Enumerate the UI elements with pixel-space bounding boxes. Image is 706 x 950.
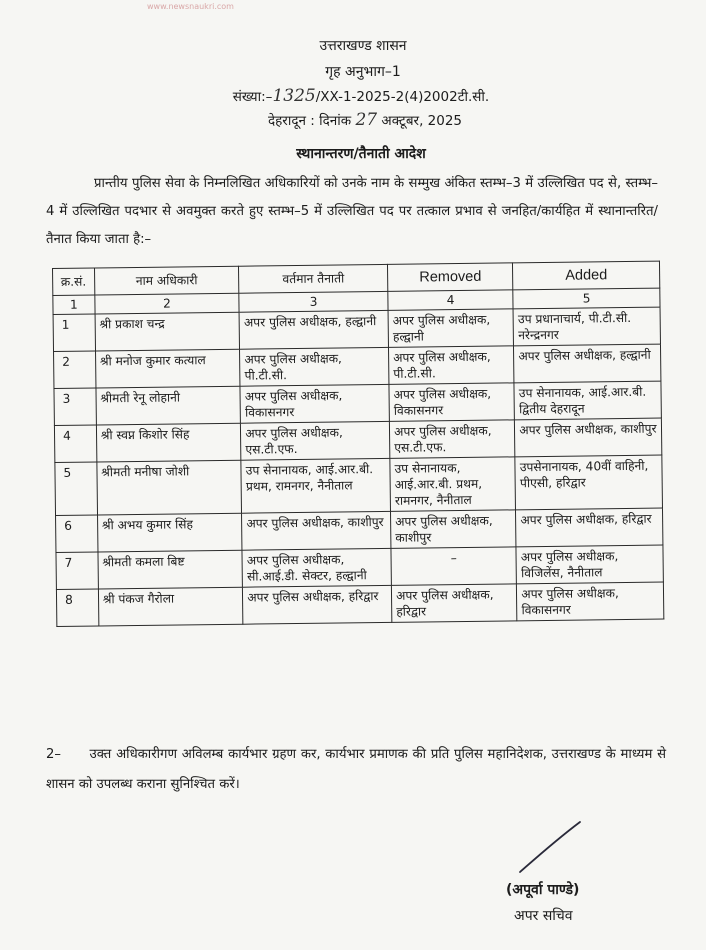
row-removed: अपर पुलिस अधीक्षक, पी.टी.सी. — [389, 346, 515, 385]
row-added: अपर पुलिस अधीक्षक, काशीपुर — [515, 418, 662, 457]
row-added: उप प्रधानाचार्य, पी.टी.सी. नरेन्द्रनगर — [513, 307, 660, 346]
watermark-text: www.newsnaukri.com — [147, 2, 234, 11]
row-officer-name: श्री मनोज कुमार कत्याल — [95, 349, 240, 388]
table-row — [55, 455, 663, 515]
header-serial: क्र.सं. — [53, 268, 95, 296]
order-title: स्थानान्तरण/तैनाती आदेश — [296, 146, 426, 162]
row-serial: 4 — [54, 425, 96, 463]
government-heading: उत्तराखण्ड शासन — [319, 38, 407, 54]
row-officer-name: श्री पंकज गैरोला — [98, 587, 243, 626]
row-removed: अपर पुलिस अधीक्षक, हल्द्वानी — [388, 309, 514, 348]
reference-handwritten-number: 1325 — [272, 86, 316, 106]
row-current-posting: अपर पुलिस अधीक्षक, हल्द्वानी — [239, 310, 388, 349]
signatory-designation: अपर सचिव — [514, 908, 573, 924]
header-current-posting: वर्तमान तैनाती — [239, 264, 388, 293]
row-added: अपर पुलिस अधीक्षक, हल्द्वानी — [514, 344, 661, 383]
transfer-table — [52, 261, 664, 627]
row-current-posting: उप सेनानायक, आई.आर.बी. प्रथम, रामनगर, नैनीताल — [241, 458, 390, 513]
paragraph-2-number: 2– — [46, 747, 61, 762]
row-added: उप सेनानायक, आई.आर.बी. द्वितीय देहरादून — [514, 381, 661, 420]
date-prefix: देहरादून : दिनांक — [267, 113, 352, 129]
row-officer-name: श्रीमती रेनू लोहानी — [96, 386, 241, 425]
row-removed: अपर पुलिस अधीक्षक, काशीपुर — [391, 510, 517, 549]
row-serial: 8 — [56, 589, 98, 627]
department-heading: गृह अनुभाग–1 — [325, 64, 401, 80]
row-officer-name: श्री स्वप्न किशोर सिंह — [96, 423, 241, 462]
row-serial: 7 — [56, 552, 98, 590]
reference-number — [8, 86, 706, 106]
row-current-posting: अपर पुलिस अधीक्षक, काशीपुर — [242, 511, 391, 550]
row-serial: 6 — [56, 515, 98, 553]
date-suffix: अक्टूबर, 2025 — [381, 113, 463, 129]
row-serial: 1 — [53, 314, 95, 352]
row-added: अपर पुलिस अधीक्षक, हरिद्वार — [516, 508, 663, 547]
row-current-posting: अपर पुलिस अधीक्षक, सी.आई.डी. सेक्टर, हल्द्वानी — [242, 548, 391, 587]
signature-stroke-icon — [516, 818, 586, 878]
row-added: अपर पुलिस अधीक्षक, विजिलेंस, नैनीताल — [516, 545, 663, 584]
order-paragraph-1 — [46, 170, 658, 254]
row-removed: अपर पुलिस अधीक्षक, एस.टी.एफ. — [389, 420, 515, 459]
column-number: 4 — [388, 290, 513, 311]
row-current-posting: अपर पुलिस अधीक्षक, हरिद्वार — [243, 585, 392, 624]
column-number: 2 — [95, 293, 240, 314]
row-current-posting: अपर पुलिस अधीक्षक, पी.टी.सी. — [240, 347, 389, 386]
row-removed: – — [391, 547, 517, 586]
signatory-name: (अपूर्वा पाण्डे) — [506, 882, 580, 898]
row-serial: 5 — [55, 462, 97, 516]
row-officer-name: श्रीमती कमला बिष्ट — [98, 550, 243, 589]
column-number: 3 — [239, 291, 388, 312]
order-paragraph-1-text: प्रान्तीय पुलिस सेवा के निम्नलिखित अधिकारियों को उनके नाम के सम्मुख अंकित स्तम्भ–3 में उल्लिखित पद से, स्तम्भ–4 में उल्लिखित पदभार से अवमुक्त करते हुए स्तम्भ–5 में उल्लिखित पद पर तत्काल प्रभाव से जनहित/कार्यहित में स्थानान्तरित/तैनात किया जाता है:– — [46, 176, 658, 247]
row-officer-name: श्री प्रकाश चन्द्र — [95, 312, 240, 351]
date-handwritten-day: 27 — [355, 110, 378, 130]
row-officer-name: श्रीमती मनीषा जोशी — [97, 460, 242, 515]
row-current-posting: अपर पुलिस अधीक्षक, एस.टी.एफ. — [241, 421, 390, 460]
order-paragraph-2-text: उक्त अधिकारीगण अविलम्ब कार्यभार ग्रहण कर, कार्यभार प्रमाणक की प्रति पुलिस महानिदेशक, उत्तराखण्ड के माध्यम से शासन को उपलब्ध कराना सुनिश्चित करें। — [46, 747, 666, 792]
row-added: अपर पुलिस अधीक्षक, विकासनगर — [517, 582, 664, 621]
row-added: उपसेनानायक, 40वीं वाहिनी, पीएसी, हरिद्वार — [515, 455, 662, 510]
column-number: 1 — [53, 295, 95, 315]
place-date — [12, 110, 706, 130]
row-current-posting: अपर पुलिस अधीक्षक, विकासनगर — [240, 384, 389, 423]
column-number: 5 — [513, 288, 660, 309]
table-row — [56, 582, 663, 626]
header-added: Added — [513, 261, 660, 290]
row-officer-name: श्री अभय कुमार सिंह — [97, 513, 242, 552]
row-serial: 2 — [54, 351, 96, 389]
reference-prefix: संख्या:– — [232, 89, 273, 105]
row-serial: 3 — [54, 388, 96, 426]
row-removed: उप सेनानायक, आई.आर.बी. प्रथम, रामनगर, नैनीताल — [390, 457, 516, 512]
order-paragraph-2 — [46, 740, 666, 800]
header-officer-name: नाम अधिकारी — [94, 266, 239, 295]
reference-suffix: /XX-1-2025-2(4)2002टी.सी. — [315, 89, 490, 105]
header-removed: Removed — [388, 263, 514, 292]
row-removed: अपर पुलिस अधीक्षक, हरिद्वार — [391, 584, 517, 623]
row-removed: अपर पुलिस अधीक्षक, विकासनगर — [389, 383, 515, 422]
